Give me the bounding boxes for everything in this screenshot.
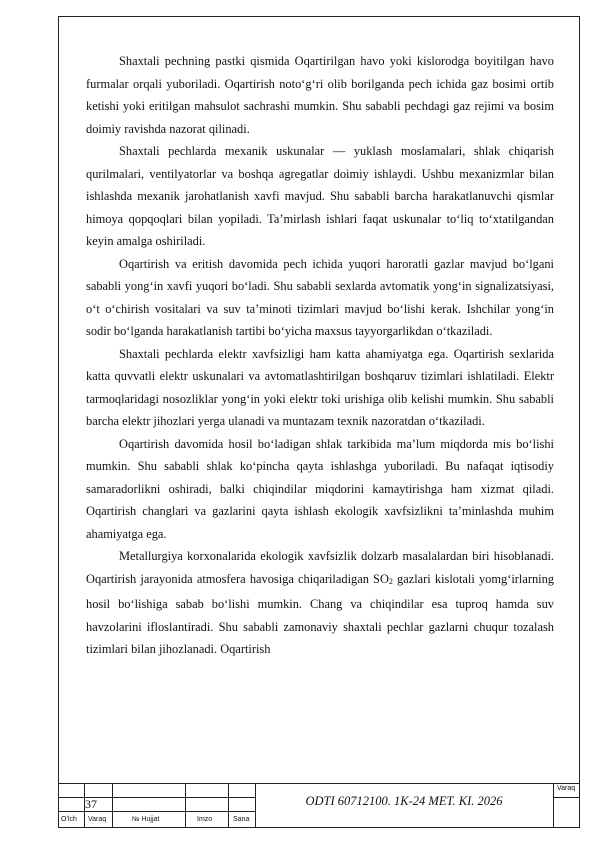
paragraph-1: Shaxtali pechning pastki qismida Oqartirilgan havo yoki kislorodga boyitilgan havo furmalar orqali yuboriladi. Oqartirish noto‘g‘ri olib borilganda pech ichida gaz bosimi ortib ketishi yoki eritilgan mahsulot sachrashi mumkin. Shu sababli pechdagi gaz rejimi va bosim doimiy ravishda nazorat qilinadi. — [86, 54, 554, 136]
paragraph-2: Shaxtali pechlarda mexanik uskunalar — yuklash moslamalari, shlak chiqarish qurilmalari, ventilyatorlar va boshqa agregatlar doimiy ishlaydi. Ushbu mexanizmlar bilan ishlashda mexanik jarohatlanish xavfi mavjud. Shu sababli barcha harakatlanuvchi qismlar himoya qopqoqlari bilan yopiladi. Ta’mirlash ishlari faqat uskunalar to‘liq to‘xtatilgandan keyin amalga oshiriladi. — [86, 144, 554, 248]
paragraph-3: Oqartirish va eritish davomida pech ichida yuqori haroratli gazlar mavjud bo‘lgani sababli yong‘in xavfi yuqori bo‘ladi. Shu sababli sexlarda avtomatik yong‘in signalizatsiyasi, o‘t o‘chirish vositalari va suv ta’minoti tizimlari mavjud bo‘lishi kerak. Ishchilar yong‘in sodir bo‘lganda harakatlanish tartibi bo‘yicha maxsus tayyorgarlikdan o‘tkaziladi. — [86, 256, 554, 338]
col-varaq: Varaq — [88, 816, 107, 823]
paragraph-6 — [86, 545, 554, 661]
col-olch: O‘lch — [61, 816, 77, 823]
title-block — [58, 783, 580, 828]
col-hujjat: № Hujjat — [132, 816, 160, 823]
paragraph-5: Oqartirish davomida hosil bo‘ladigan shlak tarkibida ma’lum miqdorda mis bo‘lishi mumkin. Shu sababli shlak ko‘pincha qayta ishlashga yuboriladi. Bu nafaqat iqtisodiy samaradorlikni oshiradi, balki chiqindilar miqdorini kamaytirishga ham xizmat qiladi. Oqartirish changlari va gazlarini qayta ishlash ekologik xavfsizlikni ta’minlashda muhim ahamiyatga ega. — [86, 436, 554, 541]
col-imzo: Imzo — [197, 816, 213, 823]
page-number: 37 — [85, 797, 97, 811]
so2-subscript: 2 — [388, 576, 393, 586]
paragraph-6-after: gazlari kislotali yomg‘irlarning hosil bo‘lishiga sabab bo‘lishi mumkin. Chang va chiqindilar esa tuproq hamda suv havzolarini ifloslantiradi. Shu sababli zamonaviy shaxtali pechlar gazlarni chuqur tozalash tizimlari bilan jihozlanadi. Oqartirish — [86, 571, 554, 656]
document-code: ODTI 60712100. 1K-24 MET. KI. 2026 — [305, 794, 503, 808]
sheet-label: Varaq — [557, 785, 576, 792]
document-body — [86, 50, 554, 661]
paragraph-4: Shaxtali pechlarda elektr xavfsizligi ham katta ahamiyatga ega. Oqartirish sexlarida katta quvvatli elektr uskunalari va avtomatlashtirilgan boshqaruv tizimlari ishlatiladi. Elektr tarmoqlaridagi nosozliklar yong‘in yoki elektr toki urishiga olib kelishi mumkin. Shu sababli barcha elektr jihozlari yerga ulanadi va muntazam texnik nazoratdan o‘tkaziladi. — [86, 346, 554, 428]
paragraph-6-before: Metallurgiya korxonalarida ekologik xavfsizlik dolzarb masalalardan biri hisoblanadi. Oqartirish jarayonida atmosfera havosiga chiqariladigan SO — [86, 549, 554, 586]
col-sana: Sana — [233, 816, 250, 823]
